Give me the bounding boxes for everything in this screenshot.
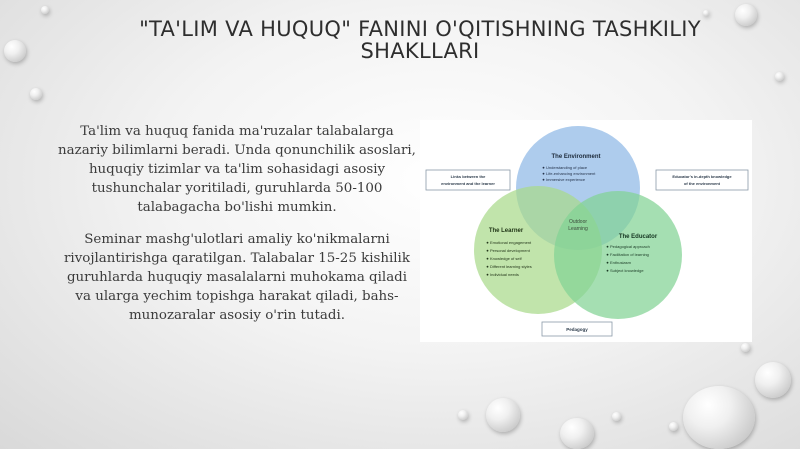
- water-drop-decoration: [458, 410, 468, 420]
- educator-item: Enthusiasm: [610, 260, 631, 265]
- environment-item: Life-enhancing environment: [546, 171, 596, 176]
- right-box: [656, 170, 748, 190]
- bottom-box-label: Pedagogy: [566, 327, 588, 332]
- water-drop-decoration: [4, 40, 26, 62]
- water-drop-decoration: [560, 418, 594, 449]
- left-box: [426, 170, 510, 190]
- slide-title-line1: "TA'LIM VA HUQUQ" FANINI O'QITISHNING TASHKILIY: [139, 17, 701, 41]
- water-drop-decoration: [41, 6, 49, 14]
- water-drop-decoration: [755, 362, 791, 398]
- water-drop-decoration: [703, 10, 709, 16]
- educator-title: The Educator: [618, 234, 658, 240]
- seminar-paragraph: Seminar mashg'ulotlari amaliy ko'nikmalarni rivojlantirishga qaratilgan. Talabalar 15-25 kishilik guruhlarda huquqiy masalalarni muhokama qiladi va ularga yechim topishga harakat qiladi, bahs-munozaralar asosiy o'rin tutadi.: [64, 232, 410, 323]
- venn-diagram: [420, 120, 752, 342]
- slide-body: [58, 122, 416, 338]
- learner-item: Individual needs: [490, 272, 519, 277]
- learner-item: Personal development: [490, 248, 530, 253]
- right-box-line2: of the environment: [683, 181, 721, 186]
- slide-title: [60, 18, 780, 62]
- center-label-line1: Outdoor: [568, 219, 588, 225]
- slide-title-line2: SHAKLLARI: [360, 39, 480, 63]
- water-drop-decoration: [669, 422, 678, 431]
- educator-item: Pedagogical approach: [610, 244, 650, 249]
- water-drop-decoration: [683, 386, 755, 449]
- center-label-line2: Learning: [568, 226, 588, 232]
- water-drop-decoration: [741, 343, 750, 352]
- environment-title: The Environment: [551, 154, 601, 160]
- learner-item: Different learning styles: [490, 264, 532, 269]
- right-box-line1: Educator's in-depth knowledge: [672, 174, 732, 179]
- learner-title: The Learner: [488, 228, 524, 234]
- environment-item: Immersive experience: [546, 177, 586, 182]
- venn-svg: [420, 120, 752, 342]
- water-drop-decoration: [735, 4, 757, 26]
- learner-item: Knowledge of self: [490, 256, 522, 261]
- water-drop-decoration: [612, 412, 621, 421]
- environment-item: Understanding of place: [546, 165, 588, 170]
- water-drop-decoration: [775, 72, 784, 81]
- left-box-line1: Links between the: [450, 174, 486, 179]
- water-drop-decoration: [486, 398, 520, 432]
- learner-item: Emotional engagement: [490, 240, 532, 245]
- lecture-paragraph: Ta'lim va huquq fanida ma'ruzalar talabalarga nazariy bilimlarni beradi. Unda qonunchilik asoslari, huquqiy tizimlar va ta'lim sohasidagi asosiy tushunchalar yoritiladi, guruhlarda 50-100 talabagacha bo'lishi mumkin.: [58, 124, 416, 215]
- educator-item: Subject knowledge: [610, 268, 644, 273]
- educator-item: Facilitation of learning: [610, 252, 649, 257]
- left-box-line2: environment and the learner: [441, 181, 495, 186]
- water-drop-decoration: [30, 88, 42, 100]
